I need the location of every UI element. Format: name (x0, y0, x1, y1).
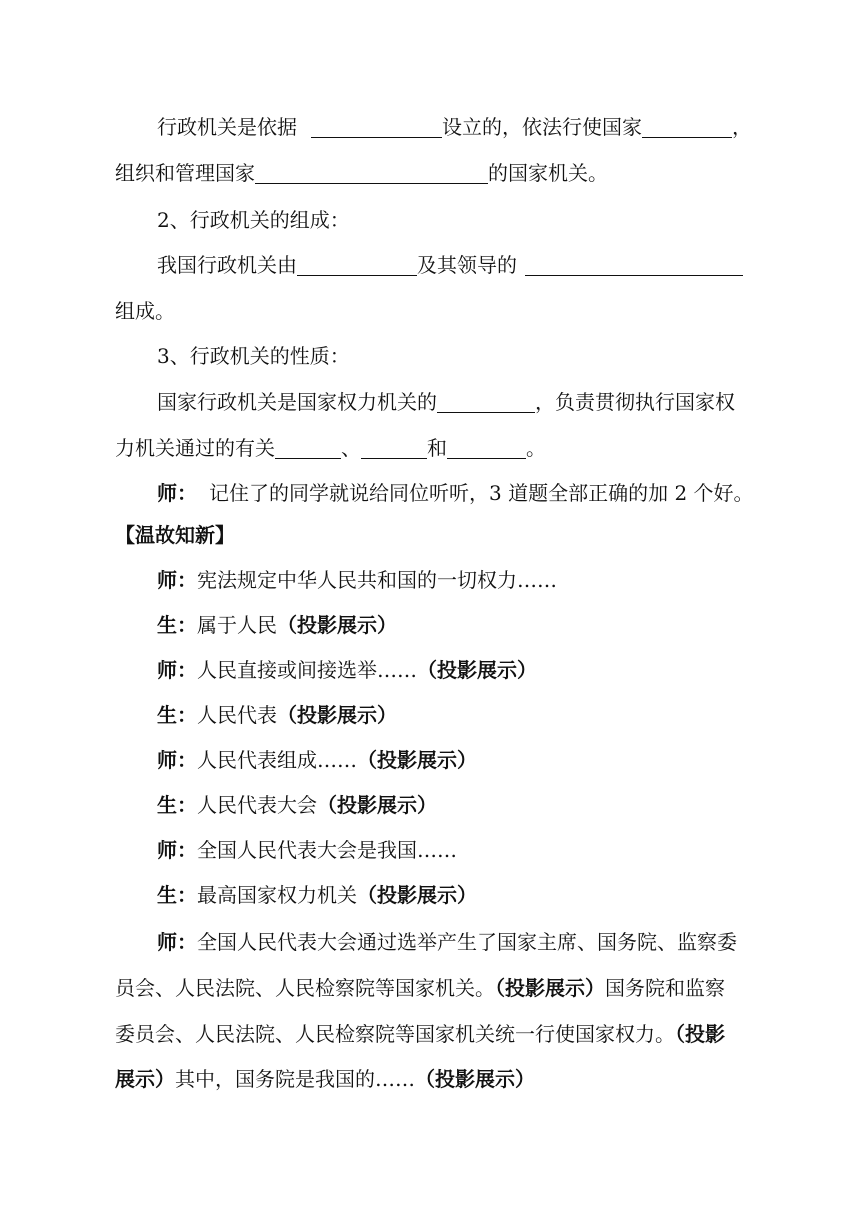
final-para-line-1 (157, 928, 797, 956)
projection-tag: （投影展示） (277, 703, 397, 727)
projection-tag: （投影展示） (495, 976, 605, 1000)
speaker-label: 师： (157, 930, 197, 954)
final-para-text: 员会、人民法院、人民检察院等国家机关。 (115, 976, 495, 1000)
q1-text-a: 行政机关是依据 (157, 115, 297, 139)
q2-line-1 (157, 251, 797, 279)
q1-line-1 (157, 113, 797, 141)
q3-text-c: 力机关通过的有关 (115, 436, 275, 460)
speaker-label: 生： (157, 703, 197, 727)
projection-tag: （投影展示） (357, 748, 477, 772)
speaker-label: 师： (157, 748, 197, 772)
speaker-label: 师： (157, 658, 197, 682)
section-title: 【温故知新】 (115, 523, 235, 547)
q3-line-2 (115, 434, 755, 462)
dialogue-text: 宪法规定中华人民共和国的一切权力…… (197, 568, 557, 592)
fill-blank[interactable] (297, 255, 417, 276)
dialogue-line (157, 701, 797, 729)
speaker-label: 生： (157, 883, 197, 907)
dialogue-text: 人民代表组成…… (197, 748, 357, 772)
fill-blank[interactable] (361, 438, 427, 459)
fill-blank[interactable] (525, 255, 743, 276)
final-para-line-2 (115, 974, 755, 1002)
dialogue-text: 人民代表 (197, 703, 277, 727)
dialogue-line (157, 656, 797, 684)
q1-text-b: 设立的，依法行使国家 (442, 115, 642, 139)
speaker-label: 师： (157, 838, 197, 862)
fill-blank[interactable] (255, 163, 488, 184)
q1-text-c: ， (732, 115, 752, 139)
dialogue-line (157, 746, 797, 774)
dialogue-text: 人民直接或间接选举…… (197, 658, 417, 682)
q3-text-a: 国家行政机关是国家权力机关的 (157, 390, 437, 414)
projection-tag: （投影展示） (415, 1067, 535, 1091)
dialogue-text: 最高国家权力机关 (197, 883, 357, 907)
projection-tag: 展示） (115, 1067, 175, 1091)
dialogue-line (157, 881, 797, 909)
final-para-text: 全国人民代表大会通过选举产生了国家主席、国务院、监察委 (197, 930, 737, 954)
q1-line-2 (115, 159, 755, 187)
speaker-label: 师： (157, 568, 197, 592)
q3-text-e: 和 (427, 436, 447, 460)
projection-tag: （投影展示） (317, 793, 437, 817)
q3-text-f: 。 (526, 436, 546, 460)
final-para-text: 国务院和监察 (605, 976, 725, 1000)
q2-text-b: 及其领导的 (417, 253, 517, 277)
final-para-line-4 (115, 1065, 755, 1093)
teacher-note-text: 记住了的同学就说给同位听听，3 道题全部正确的加 2 个好。 (209, 481, 754, 505)
speaker-label: 师： (157, 481, 197, 505)
q1-text-d: 组织和管理国家 (115, 161, 255, 185)
dialogue-line (157, 791, 797, 819)
projection-tag: （投影 (675, 1022, 725, 1046)
speaker-label: 生： (157, 793, 197, 817)
speaker-label: 生： (157, 613, 197, 637)
dialogue-line (157, 611, 797, 639)
q2-text-a: 我国行政机关由 (157, 253, 297, 277)
final-para-text: 其中，国务院是我国的…… (175, 1067, 415, 1091)
final-para-text: 委员会、人民法院、人民检察院等国家机关统一行使国家权力。 (115, 1022, 675, 1046)
dialogue-text: 人民代表大会 (197, 793, 317, 817)
final-para-line-3 (115, 1020, 755, 1048)
q1-text-e: 的国家机关。 (488, 161, 608, 185)
q3-text-b: ，负责贯彻执行国家权 (535, 390, 735, 414)
projection-tag: （投影展示） (417, 658, 537, 682)
dialogue-text: 全国人民代表大会是我国…… (197, 838, 457, 862)
q3-text-d: 、 (341, 436, 361, 460)
dialogue-line (157, 836, 797, 864)
fill-blank[interactable] (447, 438, 526, 459)
teacher-note (157, 479, 797, 507)
fill-blank[interactable] (642, 117, 732, 138)
fill-blank[interactable] (275, 438, 341, 459)
fill-blank[interactable] (437, 392, 535, 413)
dialogue-line (157, 566, 797, 594)
q2-line-2: 组成。 (115, 299, 175, 323)
q3-line-1 (157, 388, 797, 416)
projection-tag: （投影展示） (357, 883, 477, 907)
projection-tag: （投影展示） (277, 613, 397, 637)
q3-heading: 3、行政机关的性质： (157, 344, 350, 368)
dialogue-text: 属于人民 (197, 613, 277, 637)
fill-blank[interactable] (311, 117, 442, 138)
q2-heading: 2、行政机关的组成： (157, 208, 350, 232)
